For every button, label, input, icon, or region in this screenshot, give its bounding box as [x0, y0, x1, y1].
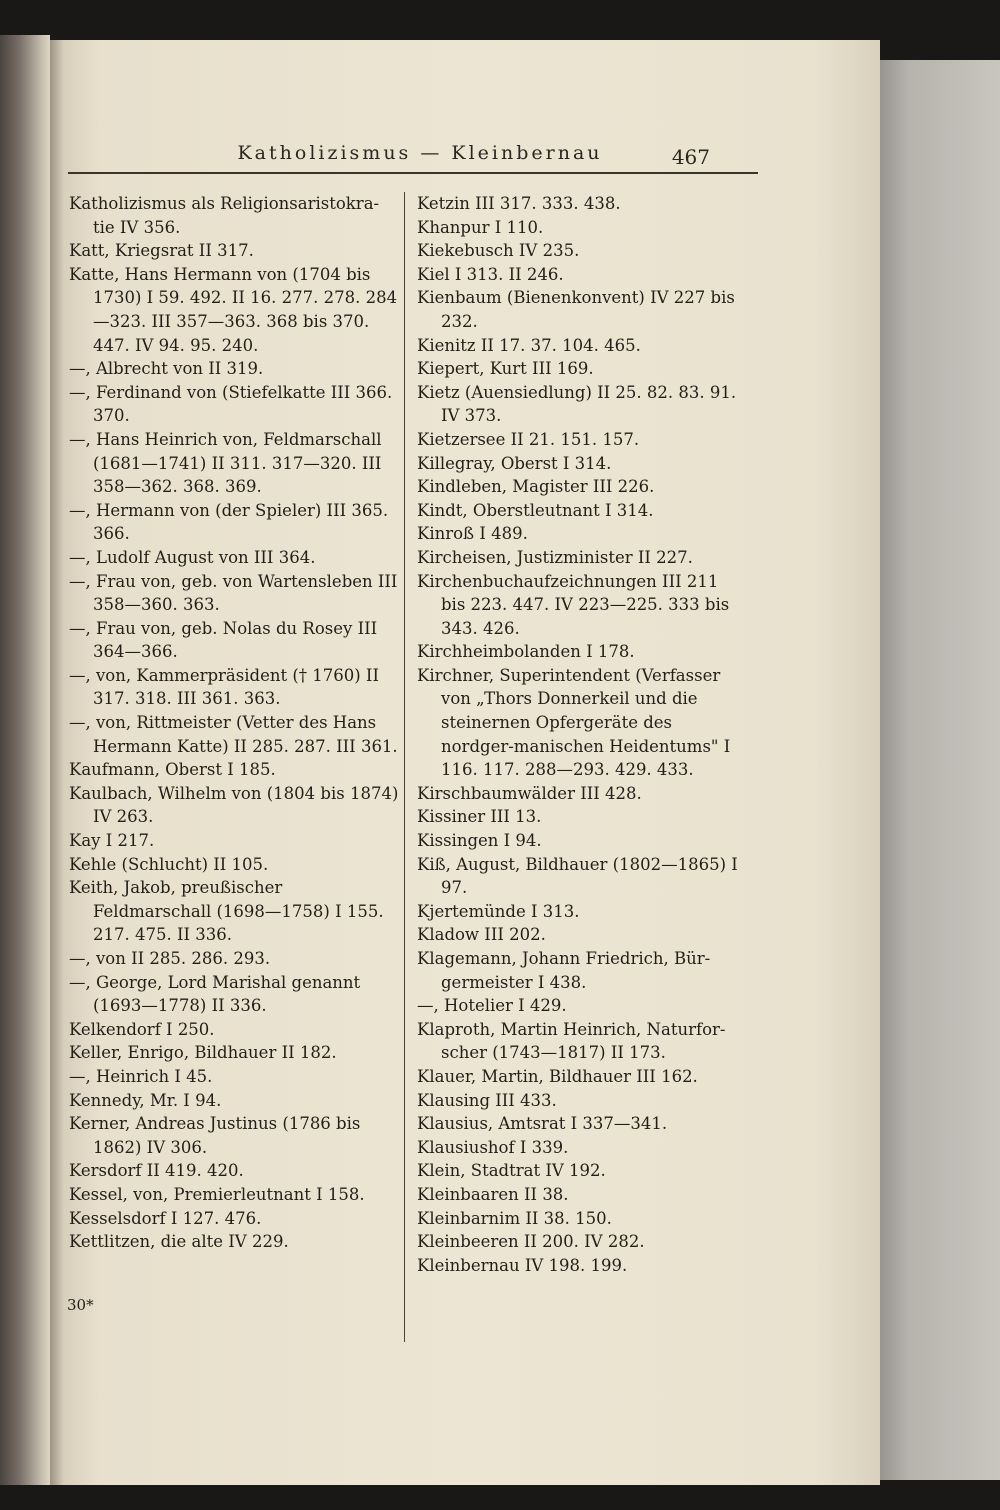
header-rule [68, 172, 758, 174]
index-entry: Killegray, Oberst I 314. [417, 453, 612, 473]
adjacent-page-edge [0, 35, 50, 1485]
index-entry: Kirchenbuchaufzeichnungen III 211 bis 223. 447. IV 223—225. 333 bis 343. 426. [417, 571, 730, 638]
index-entry: —, George, Lord Marishal genannt (1693—1778) II 336. [69, 972, 361, 1016]
index-column-right [417, 192, 747, 1277]
page-number: 467 [671, 145, 710, 169]
index-entry: Kaufmann, Oberst I 185. [69, 760, 276, 780]
index-entry: Kindleben, Magister III 226. [417, 477, 655, 497]
index-entry: Kissiner III 13. [417, 807, 542, 827]
index-column-left [69, 192, 399, 1254]
index-entry: Kietz (Auensiedlung) II 25. 82. 83. 91. IV 373. [417, 382, 737, 426]
index-entry: Keith, Jakob, preußischer Feldmarschall (1698—1758) I 155. 217. 475. II 336. [69, 878, 384, 945]
index-entry: —, Ludolf August von III 364. [69, 547, 316, 567]
index-entry: Klaproth, Martin Heinrich, Naturfor-scher (1743—1817) II 173. [417, 1019, 726, 1063]
index-entry: Kelkendorf I 250. [69, 1019, 215, 1039]
index-entry: Klausiushof I 339. [417, 1137, 569, 1157]
index-entry: —, Hermann von (der Spieler) III 365. 366. [69, 500, 389, 544]
index-entry: Kietzersee II 21. 151. 157. [417, 429, 640, 449]
index-entry: Kersdorf II 419. 420. [69, 1161, 244, 1181]
index-entry: Katt, Kriegsrat II 317. [69, 241, 254, 261]
index-entry: Kessel, von, Premierleutnant I 158. [69, 1184, 365, 1204]
index-entry: Katholizismus als Religionsaristokra-tie IV 356. [69, 194, 380, 237]
index-entry: Kirchheimbolanden I 178. [417, 642, 635, 662]
index-entry: Kienitz II 17. 37. 104. 465. [417, 335, 641, 355]
index-entry: —, von, Kammerpräsident († 1760) II 317. 318. III 361. 363. [69, 665, 379, 709]
column-divider [404, 192, 405, 1342]
index-entry: Kleinbarnim II 38. 150. [417, 1208, 612, 1228]
index-entry: Ketzin III 317. 333. 438. [417, 194, 621, 213]
index-entry: Kienbaum (Bienenkonvent) IV 227 bis 232. [417, 288, 735, 331]
index-entry: Kennedy, Mr. I 94. [69, 1090, 222, 1110]
index-entry: —, Albrecht von II 319. [69, 359, 264, 379]
index-entry: Kerner, Andreas Justinus (1786 bis 1862) IV 306. [69, 1114, 361, 1157]
index-entry: Klausing III 433. [417, 1090, 557, 1110]
index-entry: Kleinbaaren II 38. [417, 1184, 569, 1204]
index-entry: —, Frau von, geb. von Wartensleben III 358—360. 363. [69, 571, 398, 615]
index-entry: Kinroß I 489. [417, 524, 528, 544]
index-entry: Kay I 217. [69, 831, 155, 851]
index-entry: —, Frau von, geb. Nolas du Rosey III 364—366. [69, 618, 378, 662]
index-entry: Kindt, Oberstleutnant I 314. [417, 500, 654, 520]
index-entry: Kjertemünde I 313. [417, 901, 580, 921]
index-entry: Kiepert, Kurt III 169. [417, 359, 594, 379]
index-entry: Kaulbach, Wilhelm von (1804 bis 1874) IV 263. [69, 783, 399, 827]
index-entry: Klagemann, Johann Friedrich, Bür-germeister I 438. [417, 949, 711, 992]
index-entry: —, Hans Heinrich von, Feldmarschall (1681—1741) II 311. 317—320. III 358—362. 368. 369. [69, 429, 382, 497]
index-entry: Kesselsdorf I 127. 476. [69, 1208, 262, 1228]
index-entry: Kleinbeeren II 200. IV 282. [417, 1232, 645, 1252]
index-entry: Kiekebusch IV 235. [417, 241, 580, 261]
index-entry: Kleinbernau IV 198. 199. [417, 1255, 628, 1275]
index-entry: Kiel I 313. II 246. [417, 264, 564, 284]
index-entry: Kehle (Schlucht) II 105. [69, 854, 269, 874]
index-entry: Kettlitzen, die alte IV 229. [69, 1232, 289, 1252]
index-entry: Khanpur I 110. [417, 217, 544, 237]
index-entry: —, Heinrich I 45. [69, 1066, 213, 1086]
index-entry: Kladow III 202. [417, 925, 546, 945]
printer-signature: 30* [67, 1296, 94, 1314]
running-head: Katholizismus — Kleinbernau [237, 142, 603, 164]
index-entry: Kirschbaumwälder III 428. [417, 783, 642, 803]
page-gutter-shadow [50, 40, 64, 1485]
index-entry: Kissingen I 94. [417, 831, 542, 851]
index-entry: Klein, Stadtrat IV 192. [417, 1161, 606, 1181]
index-entry: —, Ferdinand von (Stiefelkatte III 366. 370. [69, 382, 393, 426]
index-entry: —, Hotelier I 429. [417, 996, 567, 1016]
index-entry: —, von, Rittmeister (Vetter des Hans Hermann Katte) II 285. 287. III 361. [69, 713, 398, 756]
index-entry: Kiß, August, Bildhauer (1802—1865) I 97. [417, 854, 738, 898]
index-entry: Kirchner, Superintendent (Verfasser von „Thors Donnerkeil und die steinernen Opfergeräte des nordger-manischen Heidentums" I 116. 117. 288—293. 429. 433. [417, 665, 731, 780]
index-entry: Klauer, Martin, Bildhauer III 162. [417, 1066, 698, 1086]
index-entry: Katte, Hans Hermann von (1704 bis 1730) I 59. 492. II 16. 277. 278. 284—323. III 357—363. 368 bis 370. 447. IV 94. 95. 240. [69, 264, 398, 355]
index-entry: Keller, Enrigo, Bildhauer II 182. [69, 1043, 337, 1063]
index-entry: Klausius, Amtsrat I 337—341. [417, 1114, 668, 1134]
index-entry: Kircheisen, Justizminister II 227. [417, 547, 693, 567]
book-cover-edge [870, 60, 1000, 1480]
index-entry: —, von II 285. 286. 293. [69, 949, 271, 968]
